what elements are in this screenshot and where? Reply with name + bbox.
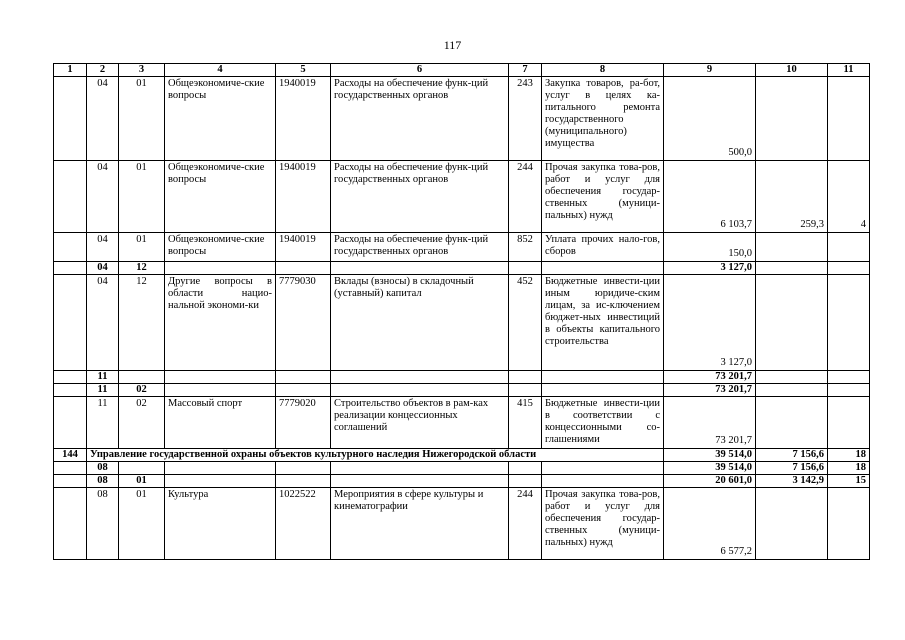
page-number: 117 xyxy=(443,38,462,52)
cell-empty xyxy=(276,371,331,384)
cell-amount: 6 577,2 xyxy=(664,488,756,560)
cell-target-code: 7779030 xyxy=(276,275,331,371)
cell-empty xyxy=(828,371,870,384)
cell-section: 11 xyxy=(87,371,119,384)
cell-empty xyxy=(331,462,509,475)
cell-section: 08 xyxy=(87,475,119,488)
cell-target-code: 1022522 xyxy=(276,488,331,560)
cell-expense-code: 244 xyxy=(509,488,542,560)
cell-col1 xyxy=(54,475,87,488)
cell-empty xyxy=(276,462,331,475)
header-cell: 10 xyxy=(756,64,828,77)
cell-empty xyxy=(828,262,870,275)
cell-org-name: Управление государственной охраны объектов культурного наследия Нижегородской области xyxy=(87,449,664,462)
cell-col1 xyxy=(54,397,87,449)
cell-subsection: 12 xyxy=(119,275,165,371)
cell-target-name: Расходы на обеспечение функ-ций государственных органов xyxy=(331,233,509,262)
cell-subsection: 02 xyxy=(119,384,165,397)
header-cell: 7 xyxy=(509,64,542,77)
table-row xyxy=(54,233,870,262)
cell-empty xyxy=(165,371,276,384)
cell-empty xyxy=(276,475,331,488)
cell-empty xyxy=(119,371,165,384)
cell-target-name: Строительство объектов в рам-ках реализации концессионных соглашений xyxy=(331,397,509,449)
cell-target-name: Вклады (взносы) в складочный (уставный) капитал xyxy=(331,275,509,371)
header-cell: 9 xyxy=(664,64,756,77)
cell-subsection-name: Другие вопросы в области нацио-нальной экономи-ки xyxy=(165,275,276,371)
table-row xyxy=(54,77,870,161)
cell-subsection: 01 xyxy=(119,77,165,161)
cell-empty xyxy=(542,371,664,384)
cell-empty xyxy=(756,397,828,449)
cell-col1 xyxy=(54,161,87,233)
cell-amount-2 xyxy=(756,233,828,262)
cell-empty xyxy=(828,384,870,397)
cell-target-name: Мероприятия в сфере культуры и кинематографии xyxy=(331,488,509,560)
cell-empty xyxy=(331,475,509,488)
cell-empty xyxy=(756,262,828,275)
header-row xyxy=(54,64,870,77)
cell-target-code: 1940019 xyxy=(276,161,331,233)
cell-expense-name: Уплата прочих нало-гов, сборов xyxy=(542,233,664,262)
header-cell: 2 xyxy=(87,64,119,77)
cell-empty xyxy=(509,262,542,275)
cell-expense-name: Прочая закупка това-ров, работ и услуг для обеспечения государ-ственных (муници-пальных) нужд xyxy=(542,161,664,233)
cell-empty xyxy=(756,275,828,371)
header-cell: 8 xyxy=(542,64,664,77)
cell-empty xyxy=(331,384,509,397)
cell-amount: 150,0 xyxy=(664,233,756,262)
subtotal-row xyxy=(54,262,870,275)
cell-expense-code: 415 xyxy=(509,397,542,449)
cell-empty xyxy=(276,384,331,397)
table-row xyxy=(54,275,870,371)
cell-section: 04 xyxy=(87,77,119,161)
cell-amount: 73 201,7 xyxy=(664,371,756,384)
cell-amount-3 xyxy=(828,233,870,262)
cell-col1 xyxy=(54,384,87,397)
cell-expense-name: Бюджетные инвести-ции иным юридиче-ским лицам, за ис-ключением бюджет-ных инвестиций в объекты капитального строительства xyxy=(542,275,664,371)
cell-amount: 500,0 xyxy=(664,77,756,161)
cell-amount-3 xyxy=(828,77,870,161)
cell-col1 xyxy=(54,371,87,384)
cell-empty xyxy=(331,262,509,275)
cell-subsection-name: Массовый спорт xyxy=(165,397,276,449)
cell-section: 04 xyxy=(87,275,119,371)
cell-section: 04 xyxy=(87,233,119,262)
cell-target-code: 7779020 xyxy=(276,397,331,449)
cell-empty xyxy=(542,262,664,275)
subtotal-row xyxy=(54,475,870,488)
cell-amount-3: 18 xyxy=(828,449,870,462)
cell-empty xyxy=(165,384,276,397)
cell-col1 xyxy=(54,462,87,475)
cell-amount: 39 514,0 xyxy=(664,449,756,462)
cell-amount-3: 18 xyxy=(828,462,870,475)
cell-subsection: 01 xyxy=(119,161,165,233)
subtotal-row xyxy=(54,462,870,475)
table-row xyxy=(54,397,870,449)
cell-empty xyxy=(542,384,664,397)
header-cell: 1 xyxy=(54,64,87,77)
cell-amount-2: 3 142,9 xyxy=(756,475,828,488)
cell-target-code: 1940019 xyxy=(276,233,331,262)
cell-amount: 3 127,0 xyxy=(664,275,756,371)
cell-expense-name: Прочая закупка това-ров, работ и услуг для обеспечения государ-ственных (муници-пальных) нужд xyxy=(542,488,664,560)
cell-expense-code: 452 xyxy=(509,275,542,371)
cell-section: 11 xyxy=(87,397,119,449)
cell-amount: 39 514,0 xyxy=(664,462,756,475)
cell-subsection: 02 xyxy=(119,397,165,449)
cell-subsection-name: Культура xyxy=(165,488,276,560)
cell-expense-code: 243 xyxy=(509,77,542,161)
cell-section: 08 xyxy=(87,462,119,475)
cell-amount: 20 601,0 xyxy=(664,475,756,488)
cell-amount-2: 259,3 xyxy=(756,161,828,233)
cell-empty xyxy=(509,371,542,384)
cell-empty xyxy=(276,262,331,275)
cell-empty xyxy=(119,462,165,475)
cell-empty xyxy=(165,462,276,475)
cell-empty xyxy=(165,262,276,275)
cell-col1 xyxy=(54,77,87,161)
cell-amount-3: 15 xyxy=(828,475,870,488)
organization-row xyxy=(54,449,870,462)
subtotal-row xyxy=(54,371,870,384)
cell-amount: 73 201,7 xyxy=(664,384,756,397)
cell-section: 11 xyxy=(87,384,119,397)
cell-target-code: 1940019 xyxy=(276,77,331,161)
header-cell: 5 xyxy=(276,64,331,77)
cell-expense-code: 852 xyxy=(509,233,542,262)
cell-col1 xyxy=(54,233,87,262)
cell-empty xyxy=(756,384,828,397)
cell-target-name: Расходы на обеспечение функ-ций государственных органов xyxy=(331,77,509,161)
cell-subsection: 12 xyxy=(119,262,165,275)
cell-section: 04 xyxy=(87,262,119,275)
cell-empty xyxy=(828,488,870,560)
table-row xyxy=(54,161,870,233)
header-cell: 6 xyxy=(331,64,509,77)
subtotal-row xyxy=(54,384,870,397)
cell-col1 xyxy=(54,262,87,275)
cell-amount: 3 127,0 xyxy=(664,262,756,275)
cell-target-name: Расходы на обеспечение функ-ций государственных органов xyxy=(331,161,509,233)
cell-org-code: 144 xyxy=(54,449,87,462)
cell-subsection-name: Общеэкономиче-ские вопросы xyxy=(165,77,276,161)
cell-amount-2: 7 156,6 xyxy=(756,449,828,462)
cell-section: 04 xyxy=(87,161,119,233)
cell-empty xyxy=(509,475,542,488)
cell-subsection-name: Общеэкономиче-ские вопросы xyxy=(165,161,276,233)
cell-expense-name: Бюджетные инвести-ции в соответствии с концессионными со-глашениями xyxy=(542,397,664,449)
cell-empty xyxy=(165,475,276,488)
header-cell: 11 xyxy=(828,64,870,77)
cell-amount-2: 7 156,6 xyxy=(756,462,828,475)
cell-empty xyxy=(756,488,828,560)
header-cell: 3 xyxy=(119,64,165,77)
cell-empty xyxy=(756,371,828,384)
cell-subsection: 01 xyxy=(119,488,165,560)
cell-expense-name: Закупка товаров, ра-бот, услуг в целях ка-питального ремонта государственного (муниципального) имущества xyxy=(542,77,664,161)
cell-subsection: 01 xyxy=(119,233,165,262)
cell-empty xyxy=(828,397,870,449)
cell-expense-code: 244 xyxy=(509,161,542,233)
cell-empty xyxy=(509,384,542,397)
cell-col1 xyxy=(54,275,87,371)
cell-empty xyxy=(509,462,542,475)
cell-empty xyxy=(331,371,509,384)
header-cell: 4 xyxy=(165,64,276,77)
cell-amount-3: 4 xyxy=(828,161,870,233)
cell-amount: 6 103,7 xyxy=(664,161,756,233)
cell-empty xyxy=(542,475,664,488)
cell-amount: 73 201,7 xyxy=(664,397,756,449)
cell-col1 xyxy=(54,488,87,560)
cell-amount-2 xyxy=(756,77,828,161)
table-row xyxy=(54,488,870,560)
cell-empty xyxy=(542,462,664,475)
cell-subsection-name: Общеэкономиче-ские вопросы xyxy=(165,233,276,262)
cell-subsection: 01 xyxy=(119,475,165,488)
budget-table xyxy=(53,63,870,560)
cell-section: 08 xyxy=(87,488,119,560)
cell-empty xyxy=(828,275,870,371)
